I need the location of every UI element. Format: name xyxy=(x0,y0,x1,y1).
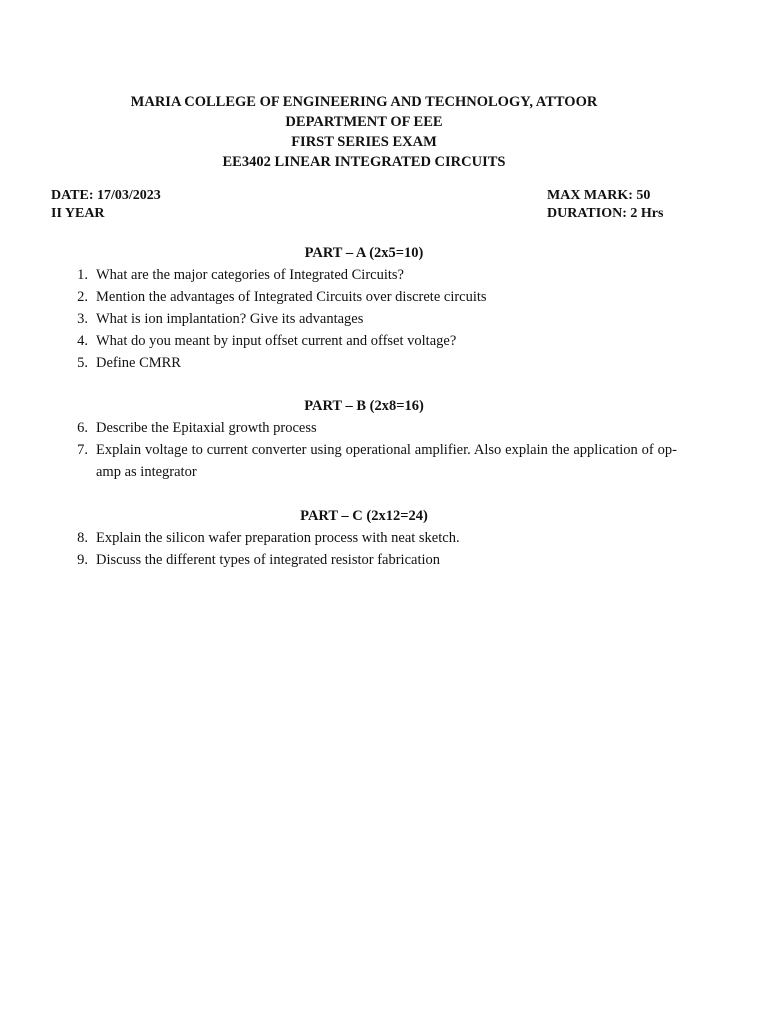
question-number: 3. xyxy=(77,311,88,327)
question-text: Describe the Epitaxial growth process xyxy=(96,420,317,436)
question-item xyxy=(70,308,677,330)
part-a-questions xyxy=(70,264,677,374)
max-mark: MAX MARK: 50 xyxy=(547,188,651,203)
question-text: Discuss the different types of integrated resistor fabrication xyxy=(96,552,440,568)
question-item xyxy=(70,439,677,483)
part-b-questions xyxy=(70,417,677,483)
part-a-title: PART – A (2x5=10) xyxy=(304,245,424,261)
department-name: DEPARTMENT OF EEE xyxy=(285,114,443,130)
part-c-questions xyxy=(70,527,677,571)
question-item xyxy=(70,549,677,571)
question-text: What do you meant by input offset current and offset voltage? xyxy=(96,333,457,349)
question-number: 4. xyxy=(77,333,88,349)
part-b-title: PART – B (2x8=16) xyxy=(304,398,424,414)
exam-date: DATE: 17/03/2023 xyxy=(51,188,161,203)
question-text: What are the major categories of Integrated Circuits? xyxy=(96,267,404,283)
question-number: 1. xyxy=(77,267,88,283)
question-number: 9. xyxy=(77,552,88,568)
question-number: 5. xyxy=(77,355,88,371)
question-text: Define CMRR xyxy=(96,355,181,371)
exam-duration: DURATION: 2 Hrs xyxy=(547,206,664,221)
exam-year: II YEAR xyxy=(51,206,105,221)
course-title: EE3402 LINEAR INTEGRATED CIRCUITS xyxy=(222,154,506,170)
exam-meta-right xyxy=(547,187,663,223)
question-item xyxy=(70,286,677,308)
question-item xyxy=(70,264,677,286)
question-number: 8. xyxy=(77,530,88,546)
question-item xyxy=(70,352,677,374)
exam-header xyxy=(0,92,728,172)
question-number: 2. xyxy=(77,289,88,305)
question-item xyxy=(70,527,677,549)
question-text: Explain voltage to current converter using operational amplifier. Also explain the application of op-amp as integrator xyxy=(96,442,677,480)
exam-name: FIRST SERIES EXAM xyxy=(291,134,437,150)
question-item xyxy=(70,417,677,439)
college-name: MARIA COLLEGE OF ENGINEERING AND TECHNOLOGY, ATTOOR xyxy=(130,94,598,110)
question-number: 7. xyxy=(77,442,88,458)
question-number: 6. xyxy=(77,420,88,436)
question-text: Explain the silicon wafer preparation process with neat sketch. xyxy=(96,530,460,546)
question-text: What is ion implantation? Give its advantages xyxy=(96,311,364,327)
exam-meta-left xyxy=(51,187,161,223)
question-item xyxy=(70,330,677,352)
question-text: Mention the advantages of Integrated Circuits over discrete circuits xyxy=(96,289,487,305)
part-c-title: PART – C (2x12=24) xyxy=(300,508,428,524)
